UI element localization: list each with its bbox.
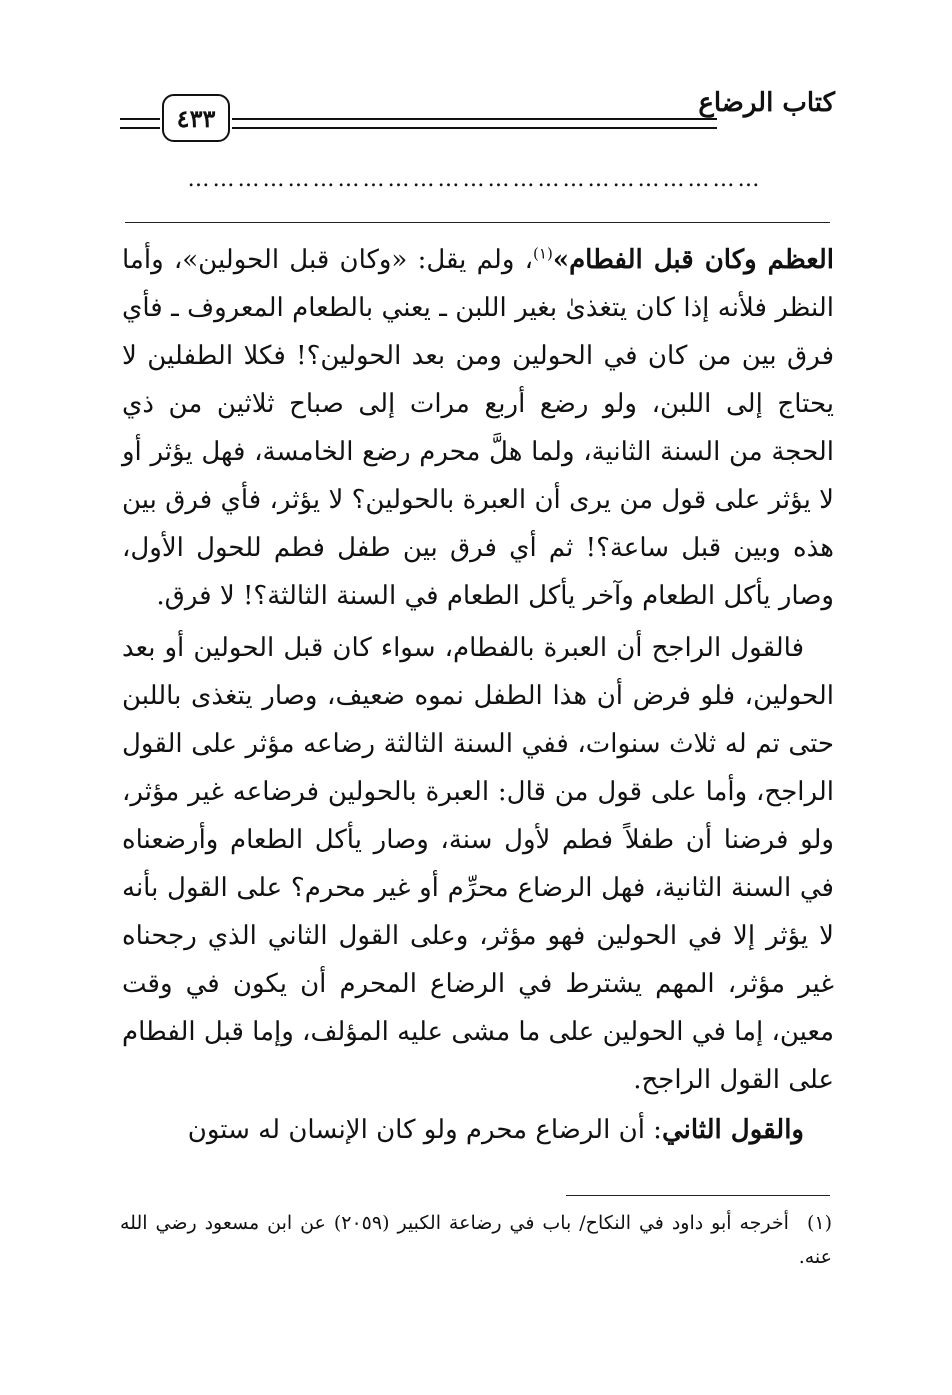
top-separator <box>125 222 830 223</box>
running-header <box>120 88 835 148</box>
footnote-marker: (١) <box>806 1212 833 1234</box>
footnote-text: أخرجه أبو داود في النكاح/ باب في رضاعة الكبير (٢٠٥٩) عن ابن مسعود رضي الله عنه. <box>120 1212 832 1268</box>
footnote-reference: (١) <box>533 244 553 263</box>
paragraph-text: ، ولم يقل: «وكان قبل الحولين»، وأما النظر فلأنه إذا كان يتغذىٰ بغير اللبن ـ يعني بالطعام المعروف ـ فأي فرق بين من كان في الحولين ومن بعد الحولين؟! فكلا الطفلين لا يحتاج إلى اللبن، ولو رضع أربع مرات إلى صباح ثلاثين من ذي الحجة من السنة الثانية، ولما هلَّ محرم رضع الخامسة، فهل يؤثر أو لا يؤثر على قول من يرى أن العبرة بالحولين؟ لا يؤثر، فأي فرق بين هذه وبين قبل ساعة؟! ثم أي فرق بين طفل فطم للحول الأول، وصار يأكل الطعام وآخر يأكل الطعام في السنة الثالثة؟! لا فرق. <box>122 245 834 611</box>
page-number: ٤٣٣ <box>162 94 230 142</box>
footnote-separator <box>566 1195 830 1196</box>
header-double-rule-left <box>120 118 160 129</box>
paragraph-text: : أن الرضاع محرم ولو كان الإنسان له ستون <box>187 1115 662 1145</box>
paragraph <box>122 1106 834 1154</box>
chapter-title: كتاب الرضاع <box>698 88 835 118</box>
header-double-rule <box>232 118 717 129</box>
footnote <box>120 1206 832 1274</box>
paragraph <box>122 236 834 620</box>
quoted-bold-text: العظم وكان قبل الفطام» <box>552 245 834 275</box>
paragraph: فالقول الراجح أن العبرة بالفطام، سواء كان قبل الحولين أو بعد الحولين، فلو فرض أن هذا الطفل نموه ضعيف، وصار يتغذى باللبن حتى تم له ثلاث سنوات، ففي السنة الثالثة رضاعه مؤثر على القول الراجح، وأما على قول من قال: العبرة بالحولين فرضاعه غير مؤثر، ولو فرضنا أن طفلاً فطم لأول سنة، وصار يأكل الطعام وأرضعناه في السنة الثانية، فهل الرضاع محرِّم أو غير محرم؟ على القول بأنه لا يؤثر إلا في الحولين فهو مؤثر، وعلى القول الثاني الذي رجحناه غير مؤثر، المهم يشترط في الرضاع المحرم أن يكون في وقت معين، إما في الحولين على ما مشى عليه المؤلف، وإما قبل الفطام على القول الراجح. <box>122 633 834 1095</box>
main-text <box>122 236 834 1154</box>
bold-lead-text: والقول الثاني <box>661 1115 804 1145</box>
dotted-line: …………………………………………………………… <box>187 170 763 190</box>
